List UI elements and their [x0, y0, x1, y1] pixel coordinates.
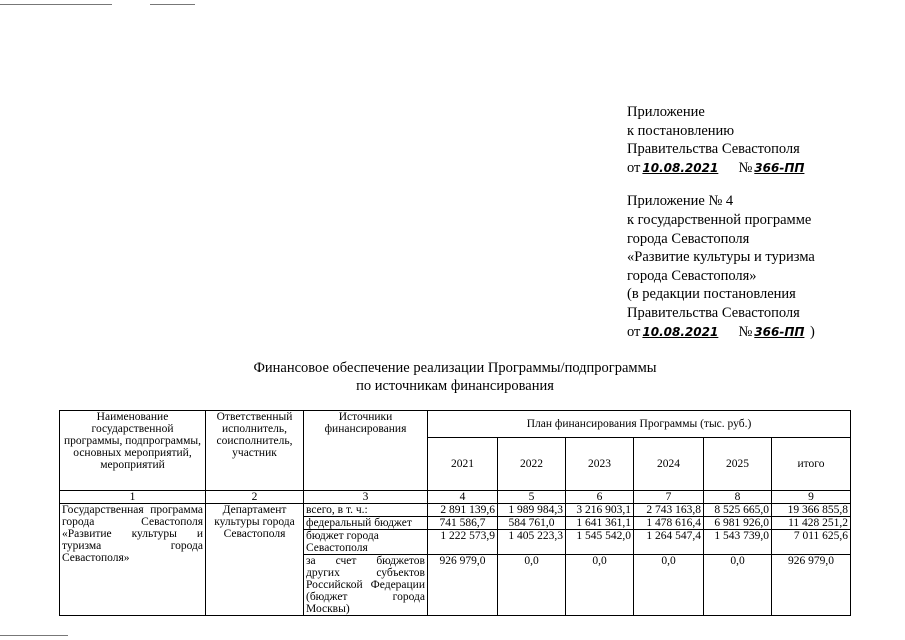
appendix-date-line: [627, 159, 897, 178]
value-cell: 1 222 573,9: [428, 530, 498, 555]
source-label: федеральный бюджет: [304, 517, 428, 530]
year-2023: 2023: [566, 438, 634, 491]
value-cell: 1 478 616,4: [634, 517, 704, 530]
value-cell: 1 264 547,4: [634, 530, 704, 555]
appendix-line: «Развитие культуры и туризма: [627, 249, 815, 266]
year-2025: 2025: [704, 438, 772, 491]
value-cell: 1 405 223,3: [498, 530, 566, 555]
closing-paren: ): [810, 323, 815, 340]
appendix-line: города Севастополя: [627, 230, 750, 247]
column-number: 9: [772, 491, 851, 504]
year-2021: 2021: [428, 438, 498, 491]
responsible-executor: Департамент культуры города Севастополя: [206, 504, 304, 616]
column-number: 1: [60, 491, 206, 504]
from-prefix: от: [627, 323, 641, 340]
handwritten-date: 10.08.2021: [642, 324, 719, 339]
appendix-header: [627, 103, 897, 341]
value-cell: 1 989 984,3: [498, 504, 566, 517]
appendix-line: Правительства Севастополя: [627, 141, 800, 158]
value-cell: 926 979,0: [428, 555, 498, 616]
financing-table: [59, 410, 851, 616]
appendix-line: Приложение № 4: [627, 193, 734, 210]
handwritten-date: 10.08.2021: [642, 160, 719, 175]
year-total: итого: [772, 438, 851, 491]
year-2024: 2024: [634, 438, 704, 491]
value-cell: 7 011 625,6: [772, 530, 851, 555]
value-cell: 926 979,0: [772, 555, 851, 616]
number-sign: №: [738, 323, 753, 340]
value-cell: 2 743 163,8: [634, 504, 704, 517]
table-row: [60, 504, 851, 517]
top-edge-line: [150, 4, 195, 5]
source-label: бюджет города Севастополя: [304, 530, 428, 555]
header-sources: Источники финансирования: [304, 411, 428, 491]
column-number-row: [60, 491, 851, 504]
column-number: 3: [304, 491, 428, 504]
value-cell: 741 586,7: [428, 517, 498, 530]
value-cell: 2 891 139,6: [428, 504, 498, 517]
appendix-line: к государственной программе: [627, 211, 812, 228]
program-name: Государственная программа города Севастополя «Развитие культуры и туризма города Севастополя»: [60, 504, 206, 616]
value-cell: 8 525 665,0: [704, 504, 772, 517]
appendix-line: к постановлению: [627, 122, 735, 139]
header-row: [60, 411, 851, 438]
top-edge-line: [0, 4, 112, 5]
column-number: 5: [498, 491, 566, 504]
title-line-1: Финансовое обеспечение реализации Программы/подпрограммы: [253, 360, 657, 376]
appendix-date-line: [627, 323, 897, 342]
value-cell: 3 216 903,1: [566, 504, 634, 517]
header-name: Наименование государственной программы, подпрограммы, основных мероприятий, мероприятий: [60, 411, 206, 491]
value-cell: 0,0: [704, 555, 772, 616]
column-number: 8: [704, 491, 772, 504]
appendix-line: (в редакции постановления: [627, 286, 796, 303]
column-number: 4: [428, 491, 498, 504]
value-cell: 0,0: [634, 555, 704, 616]
from-prefix: от: [627, 159, 641, 176]
bottom-edge-line: [0, 635, 68, 636]
column-number: 2: [206, 491, 304, 504]
column-number: 6: [566, 491, 634, 504]
source-label: за счет бюджетов других субъектов Российской Федерации (бюджет города Москвы): [304, 555, 428, 616]
document-title: [150, 359, 760, 395]
appendix-line: Правительства Севастополя: [627, 304, 800, 321]
value-cell: 19 366 855,8: [772, 504, 851, 517]
title-line-2: по источникам финансирования: [356, 378, 554, 394]
value-cell: 1 543 739,0: [704, 530, 772, 555]
handwritten-number: 366-ПП: [754, 160, 805, 175]
number-sign: №: [738, 159, 753, 176]
value-cell: 6 981 926,0: [704, 517, 772, 530]
source-label: всего, в т. ч.:: [304, 504, 428, 517]
appendix-line: Приложение: [627, 104, 705, 120]
value-cell: 11 428 251,2: [772, 517, 851, 530]
value-cell: 0,0: [498, 555, 566, 616]
value-cell: 1 641 361,1: [566, 517, 634, 530]
handwritten-number: 366-ПП: [754, 324, 805, 339]
header-plan: План финансирования Программы (тыс. руб.): [428, 411, 851, 438]
column-number: 7: [634, 491, 704, 504]
value-cell: 584 761,0: [498, 517, 566, 530]
year-2022: 2022: [498, 438, 566, 491]
header-executor: Ответственный исполнитель, соисполнитель, участник: [206, 411, 304, 491]
value-cell: 1 545 542,0: [566, 530, 634, 555]
appendix-line: города Севастополя»: [627, 267, 757, 284]
value-cell: 0,0: [566, 555, 634, 616]
